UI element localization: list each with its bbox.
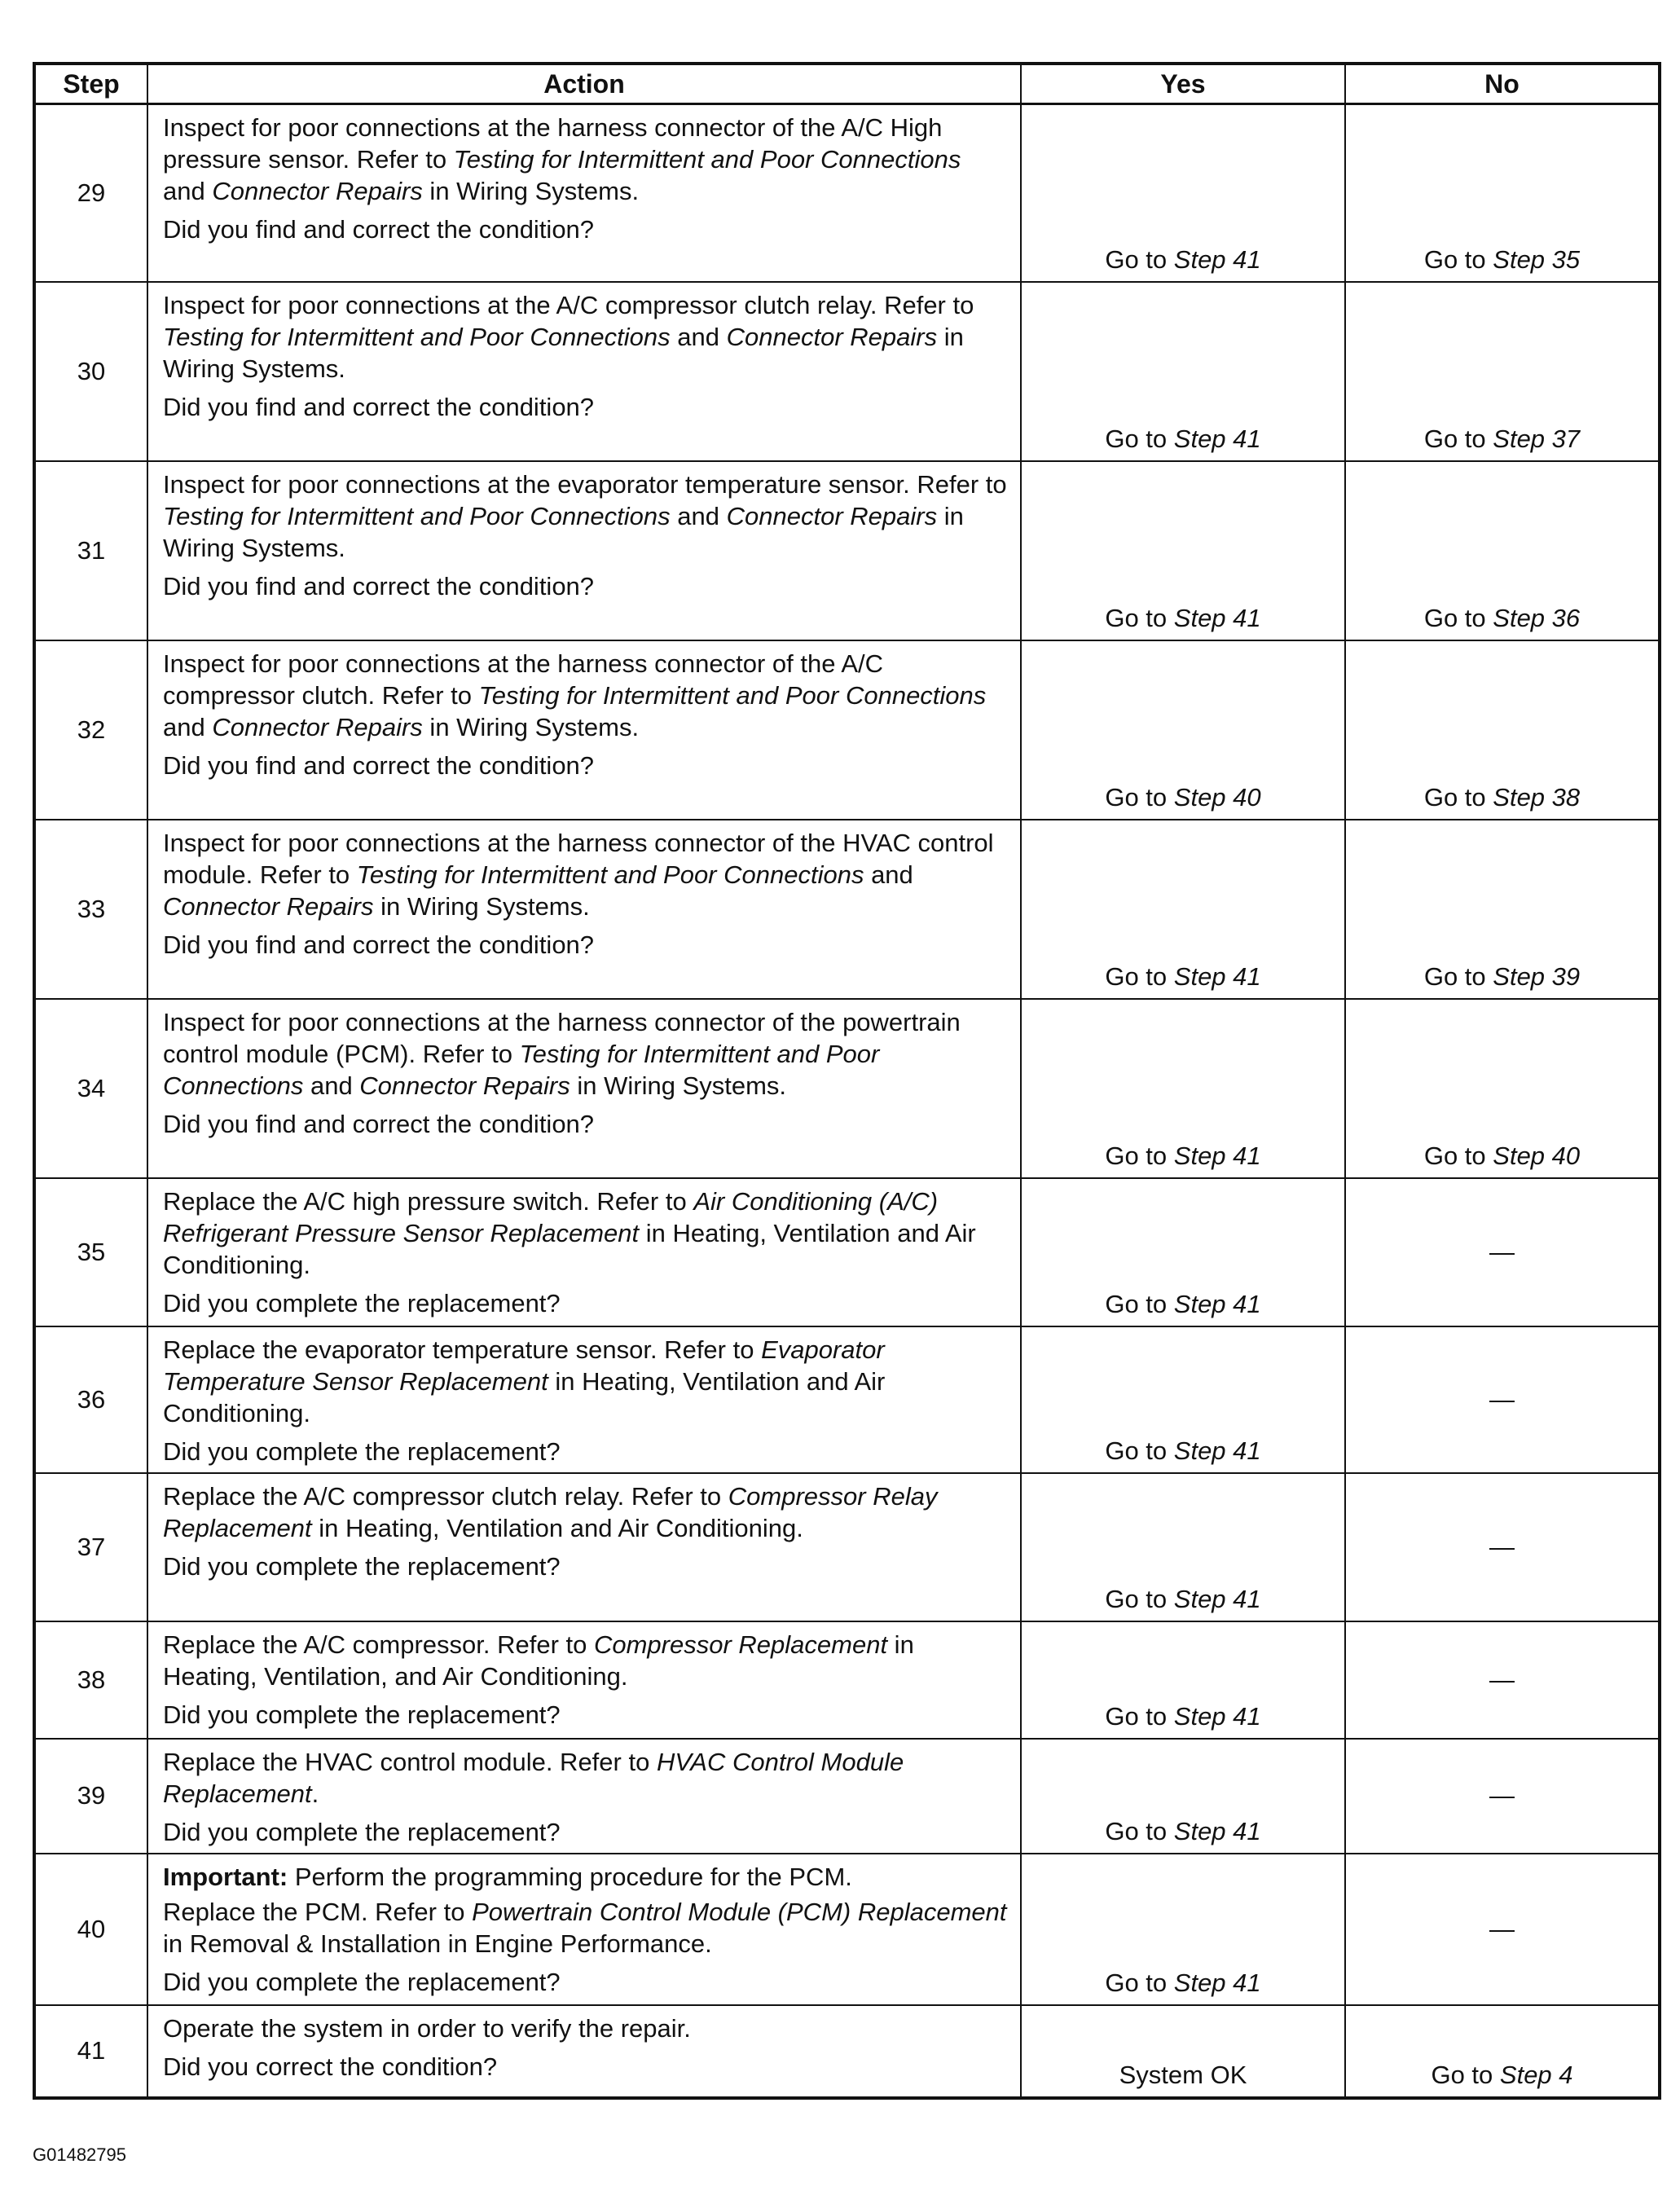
text-run: in Heating, Ventilation and Air Conditioning. xyxy=(163,1366,886,1427)
action-question: Did you complete the replacement? xyxy=(163,1700,561,1729)
action-question: Did you complete the replacement? xyxy=(163,1967,561,1996)
action-text xyxy=(163,1480,1009,1544)
action-question: Did you find and correct the condition? xyxy=(163,930,595,959)
table-row xyxy=(34,999,1660,1178)
text-run: Go to xyxy=(1105,1968,1174,1997)
text-run: Go to xyxy=(1431,2060,1500,2089)
table-row xyxy=(34,1739,1660,1854)
action-text xyxy=(163,1185,1009,1281)
header-action: Action xyxy=(147,64,1021,104)
header-row xyxy=(34,64,1660,104)
action-question: Did you complete the replacement? xyxy=(163,1817,561,1846)
italic-reference: Powertrain Control Module (PCM) Replacement xyxy=(472,1897,1007,1926)
italic-reference: Step 41 xyxy=(1173,1289,1261,1318)
no-cell xyxy=(1345,461,1660,640)
table-row xyxy=(34,461,1660,640)
table-row xyxy=(34,2005,1660,2098)
action-text xyxy=(163,2012,1009,2044)
text-run: Go to xyxy=(1105,1436,1174,1465)
text-run: in Wiring Systems. xyxy=(163,501,964,562)
italic-reference: HVAC Control Module Replacement xyxy=(163,1747,904,1808)
italic-reference: Testing for Intermittent and Poor Connections xyxy=(163,1039,880,1100)
text-run: — xyxy=(1489,1665,1515,1694)
text-run: . xyxy=(311,1779,319,1808)
yes-cell xyxy=(1021,461,1345,640)
step-number: 38 xyxy=(34,1621,147,1739)
text-run: in Wiring Systems. xyxy=(570,1071,787,1100)
italic-reference: Step 41 xyxy=(1173,603,1261,632)
header-no: No xyxy=(1345,64,1660,104)
step-number: 37 xyxy=(34,1473,147,1621)
important-note xyxy=(163,1861,1009,1893)
action-text xyxy=(163,1629,1009,1692)
yes-cell xyxy=(1021,2005,1345,2098)
no-cell xyxy=(1345,282,1660,461)
action-cell xyxy=(147,1854,1021,2005)
yes-cell xyxy=(1021,999,1345,1178)
text-run: — xyxy=(1489,1532,1515,1561)
italic-reference: Testing for Intermittent and Poor Connections xyxy=(478,680,987,710)
action-text xyxy=(163,827,1009,922)
action-cell xyxy=(147,282,1021,461)
action-question: Did you find and correct the condition? xyxy=(163,1109,595,1138)
italic-reference: Testing for Intermittent and Poor Connections xyxy=(163,501,671,530)
text-run: Replace the A/C compressor clutch relay. Refer to xyxy=(163,1481,728,1511)
italic-reference: Connector Repairs xyxy=(212,177,423,205)
text-run: Go to xyxy=(1105,1816,1174,1845)
no-cell xyxy=(1345,2005,1660,2098)
action-text xyxy=(163,1896,1009,1960)
step-number: 39 xyxy=(34,1739,147,1854)
italic-reference: Step 40 xyxy=(1493,1141,1581,1170)
step-number: 35 xyxy=(34,1178,147,1326)
italic-reference: Step 37 xyxy=(1493,424,1581,453)
text-run: Replace the A/C high pressure switch. Refer to xyxy=(163,1186,694,1216)
bold-label: Important: xyxy=(163,1862,288,1891)
text-run: Inspect for poor connections at the evaporator temperature sensor. Refer to xyxy=(163,469,1007,499)
text-run: Go to xyxy=(1105,782,1174,812)
italic-reference: Connector Repairs xyxy=(726,501,938,530)
yes-cell xyxy=(1021,1854,1345,2005)
text-run: Go to xyxy=(1423,424,1493,453)
text-run: Go to xyxy=(1105,424,1174,453)
action-text xyxy=(163,1334,1009,1429)
yes-cell xyxy=(1021,640,1345,820)
header-step: Step xyxy=(34,64,147,104)
action-question: Did you complete the replacement? xyxy=(163,1436,561,1466)
text-run: in Wiring Systems. xyxy=(422,712,640,741)
italic-reference: Step 4 xyxy=(1499,2060,1573,2089)
italic-reference: Step 41 xyxy=(1173,1968,1261,1997)
step-number: 29 xyxy=(34,104,147,282)
action-cell xyxy=(147,104,1021,282)
yes-cell xyxy=(1021,1621,1345,1739)
step-number: 36 xyxy=(34,1326,147,1473)
text-run: Inspect for poor connections at the harness connector of the powertrain control module (PCM). Refer to xyxy=(163,1007,961,1068)
text-run: Go to xyxy=(1423,603,1493,632)
step-number: 31 xyxy=(34,461,147,640)
text-run: Go to xyxy=(1105,1141,1174,1170)
action-text xyxy=(163,112,1009,207)
italic-reference: Step 41 xyxy=(1173,424,1261,453)
no-cell xyxy=(1345,1326,1660,1473)
italic-reference: Step 38 xyxy=(1493,782,1581,812)
italic-reference: Evaporator Temperature Sensor Replacement xyxy=(163,1335,885,1396)
action-question: Did you complete the replacement? xyxy=(163,1551,561,1581)
action-text xyxy=(163,648,1009,743)
italic-reference: Air Conditioning (A/C) Refrigerant Pressure Sensor Replacement xyxy=(163,1186,939,1247)
text-run: in Heating, Ventilation and Air Conditioning. xyxy=(311,1513,803,1542)
text-run: Go to xyxy=(1423,1141,1493,1170)
text-run: Go to xyxy=(1423,244,1493,274)
text-run: Go to xyxy=(1423,961,1493,991)
yes-cell xyxy=(1021,1326,1345,1473)
text-run: and xyxy=(303,1071,360,1100)
step-number: 41 xyxy=(34,2005,147,2098)
italic-reference: Step 36 xyxy=(1493,603,1581,632)
text-run: System OK xyxy=(1119,2060,1247,2089)
action-cell xyxy=(147,1178,1021,1326)
italic-reference: Testing for Intermittent and Poor Connections xyxy=(453,145,961,174)
text-run: Go to xyxy=(1105,603,1174,632)
no-cell xyxy=(1345,999,1660,1178)
yes-cell xyxy=(1021,1473,1345,1621)
table-body xyxy=(34,104,1660,2098)
action-cell xyxy=(147,1739,1021,1854)
italic-reference: Step 41 xyxy=(1173,1436,1261,1465)
italic-reference: Step 41 xyxy=(1173,1701,1261,1731)
step-number: 33 xyxy=(34,820,147,999)
header-yes: Yes xyxy=(1021,64,1345,104)
step-number: 32 xyxy=(34,640,147,820)
text-run: Replace the evaporator temperature sensor. Refer to xyxy=(163,1335,762,1364)
action-cell xyxy=(147,461,1021,640)
italic-reference: Step 40 xyxy=(1173,782,1261,812)
text-run: Go to xyxy=(1105,961,1174,991)
yes-cell xyxy=(1021,1739,1345,1854)
text-run: and xyxy=(163,712,213,741)
text-run: Go to xyxy=(1105,1584,1174,1613)
table-row xyxy=(34,282,1660,461)
italic-reference: Step 41 xyxy=(1173,1141,1261,1170)
italic-reference: Connector Repairs xyxy=(163,891,374,921)
italic-reference: Compressor Relay Replacement xyxy=(163,1481,938,1542)
italic-reference: Step 39 xyxy=(1493,961,1581,991)
text-run: Go to xyxy=(1105,1701,1174,1731)
table-row xyxy=(34,1473,1660,1621)
text-run: and xyxy=(163,177,213,205)
step-number: 30 xyxy=(34,282,147,461)
text-run: and xyxy=(864,860,913,889)
text-run: — xyxy=(1489,1914,1515,1943)
no-cell xyxy=(1345,1178,1660,1326)
italic-reference: Step 41 xyxy=(1173,961,1261,991)
no-cell xyxy=(1345,104,1660,282)
steps-table xyxy=(33,62,1661,2100)
figure-id: G01482795 xyxy=(33,2144,126,2165)
action-text xyxy=(163,289,1009,385)
action-cell xyxy=(147,1621,1021,1739)
italic-reference: Compressor Replacement xyxy=(593,1630,888,1659)
no-cell xyxy=(1345,1473,1660,1621)
action-cell xyxy=(147,999,1021,1178)
text-run: Operate the system in order to verify the repair. xyxy=(163,2013,691,2043)
italic-reference: Step 35 xyxy=(1493,244,1581,274)
text-run: Go to xyxy=(1105,244,1174,274)
step-number: 34 xyxy=(34,999,147,1178)
action-text xyxy=(163,1746,1009,1810)
table-row xyxy=(34,1326,1660,1473)
text-run: Replace the HVAC control module. Refer to xyxy=(163,1747,657,1776)
text-run: in Wiring Systems. xyxy=(163,322,964,383)
text-run: Inspect for poor connections at the harness connector of the A/C compressor clutch. Refer to xyxy=(163,649,884,710)
text-run: Inspect for poor connections at the harness connector of the HVAC control module. Refer to xyxy=(163,828,994,889)
text-run: in Heating, Ventilation and Air Conditioning. xyxy=(163,1218,976,1279)
text-run: in Wiring Systems. xyxy=(373,891,590,921)
action-question: Did you find and correct the condition? xyxy=(163,750,595,780)
action-question: Did you complete the replacement? xyxy=(163,1288,561,1317)
action-question: Did you correct the condition? xyxy=(163,2052,498,2081)
text-run: Replace the A/C compressor. Refer to xyxy=(163,1630,594,1659)
action-question: Did you find and correct the condition? xyxy=(163,215,595,244)
text-run: Inspect for poor connections at the A/C compressor clutch relay. Refer to xyxy=(163,290,974,319)
table-row xyxy=(34,820,1660,999)
yes-cell xyxy=(1021,1178,1345,1326)
italic-reference: Step 41 xyxy=(1173,1816,1261,1845)
text-run: Perform the programming procedure for the PCM. xyxy=(288,1862,852,1891)
action-cell xyxy=(147,1326,1021,1473)
text-run: Inspect for poor connections at the harness connector of the A/C High pressure sensor. Refer to xyxy=(163,113,943,174)
text-run: Go to xyxy=(1105,1289,1174,1318)
action-cell xyxy=(147,2005,1021,2098)
text-run: and xyxy=(670,501,727,530)
text-run: — xyxy=(1489,1781,1515,1810)
action-question: Did you find and correct the condition? xyxy=(163,392,595,421)
table-row xyxy=(34,104,1660,282)
text-run: Replace the PCM. Refer to xyxy=(163,1897,473,1926)
action-cell xyxy=(147,820,1021,999)
text-run: in Wiring Systems. xyxy=(422,177,640,205)
action-text xyxy=(163,1006,1009,1102)
text-run: — xyxy=(1489,1384,1515,1414)
table-row xyxy=(34,640,1660,820)
italic-reference: Step 41 xyxy=(1173,1584,1261,1613)
italic-reference: Connector Repairs xyxy=(212,712,423,741)
action-cell xyxy=(147,1473,1021,1621)
yes-cell xyxy=(1021,104,1345,282)
text-run: — xyxy=(1489,1237,1515,1266)
italic-reference: Connector Repairs xyxy=(726,322,938,351)
text-run: in Removal & Installation in Engine Performance. xyxy=(163,1929,712,1958)
italic-reference: Testing for Intermittent and Poor Connections xyxy=(163,322,671,351)
italic-reference: Step 41 xyxy=(1173,244,1261,274)
no-cell xyxy=(1345,1739,1660,1854)
table-row xyxy=(34,1178,1660,1326)
no-cell xyxy=(1345,1621,1660,1739)
yes-cell xyxy=(1021,282,1345,461)
text-run: in Heating, Ventilation, and Air Conditioning. xyxy=(163,1630,914,1691)
yes-cell xyxy=(1021,820,1345,999)
no-cell xyxy=(1345,820,1660,999)
step-number: 40 xyxy=(34,1854,147,2005)
action-question: Did you find and correct the condition? xyxy=(163,571,595,600)
action-cell xyxy=(147,640,1021,820)
text-run: and xyxy=(670,322,727,351)
text-run: Go to xyxy=(1423,782,1493,812)
no-cell xyxy=(1345,640,1660,820)
italic-reference: Testing for Intermittent and Poor Connections xyxy=(356,860,864,889)
no-cell xyxy=(1345,1854,1660,2005)
italic-reference: Connector Repairs xyxy=(359,1071,570,1100)
table-row xyxy=(34,1621,1660,1739)
action-text xyxy=(163,468,1009,564)
table-row xyxy=(34,1854,1660,2005)
